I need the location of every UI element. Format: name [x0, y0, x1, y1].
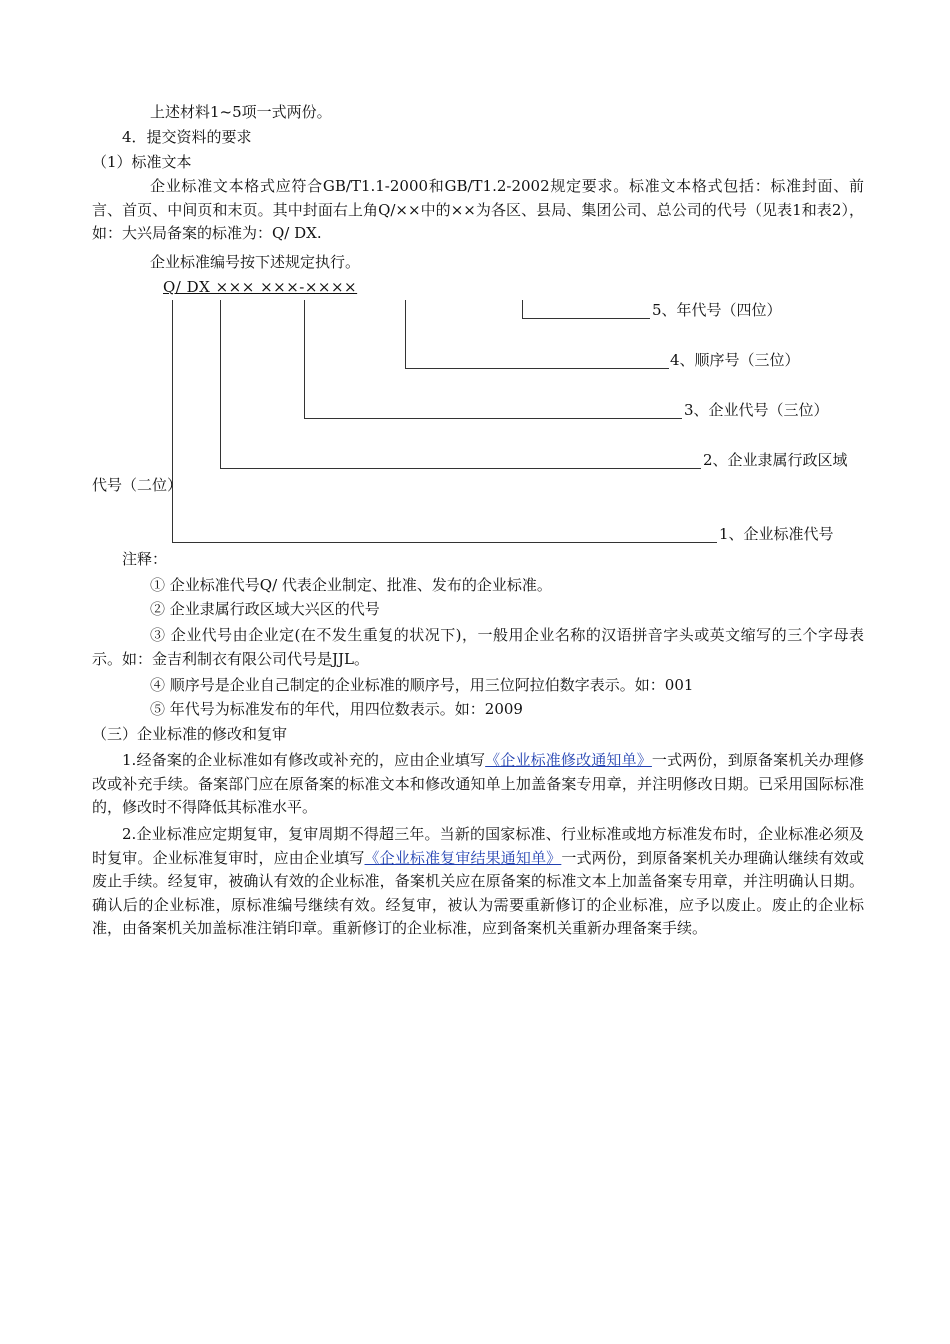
section-3-title: （三）企业标准的修改和复审 [92, 725, 288, 743]
revision-notice-link[interactable]: 《企业标准修改通知单》 [485, 751, 652, 769]
section-4-title: 4．提交资料的要求 [122, 128, 252, 146]
note-item: ⑤ 年代号为标准发布的年代，用四位数表示。如：2009 [150, 700, 523, 718]
connector-year-code [522, 300, 523, 318]
revision-text-before: 1.经备案的企业标准如有修改或补充的，应由企业填写 [122, 751, 486, 769]
review-result-notice-link[interactable]: 《企业标准复审结果通知单》 [364, 848, 562, 867]
revision-paragraph [92, 749, 864, 820]
review-paragraph [92, 823, 864, 941]
connector-region-code [220, 300, 221, 468]
label-year-code: 5、年代号（四位） [652, 301, 782, 319]
label-region-code-continued: 代号（二位） [92, 476, 183, 494]
note-item: ④ 顺序号是企业自己制定的企业标准的顺序号，用三位阿拉伯数字表示。如：001 [150, 676, 694, 694]
standard-text-paragraph: 企业标准文本格式应符合GB/T1.1-2000和GB/T1.2-2002规定要求。标准文本格式包括：标准封面、前言、首页、中间页和末页。其中封面右上角Q/××中的××为各区、县局、集团公司、总公司的代号（见表1和表2），如：大兴局备案的标准为：Q/ DX. [92, 177, 864, 242]
subsection-1-title: （1）标准文本 [92, 153, 192, 171]
leader-sequence-number [405, 368, 669, 369]
connector-standard-code [172, 300, 173, 542]
notes-title: 注释： [122, 550, 168, 568]
label-enterprise-code: 3、企业代号（三位） [684, 401, 829, 419]
connector-sequence-number [405, 300, 406, 368]
revision-text-after: 一式两份，到原备案机关办理修改或补充手续。备案部门应在原备案的标准文本和修改通知单上加盖备案专用章，并注明修改日期。已采用国际标准的，修改时不得降低其标准水平。 [92, 751, 864, 816]
leader-enterprise-code [304, 418, 682, 419]
leader-standard-code [172, 542, 717, 543]
label-standard-code: 1、企业标准代号 [719, 525, 834, 543]
review-text-after: 一式两份，到原备案机关办理确认继续有效或废止手续。经复审，被确认有效的企业标准，备案机关应在原备案的标准文本上加盖备案专用章，并注明确认日期。确认后的企业标准，原标准编号继续有效。经复审，被认为需要重新修订的企业标准，应予以废止。废止的企业标准，由备案机关加盖标准注销印章。重新修订的企业标准，应到备案机关重新办理备案手续。 [92, 848, 864, 937]
leader-year-code [522, 318, 650, 319]
connector-enterprise-code [304, 300, 305, 418]
numbering-intro: 企业标准编号按下述规定执行。 [150, 253, 361, 271]
note-item: ① 企业标准代号Q/ 代表企业制定、批准、发布的企业标准。 [150, 576, 552, 594]
label-sequence-number: 4、顺序号（三位） [670, 351, 800, 369]
review-text-before: 2.企业标准应定期复审，复审周期不得超三年。当新的国家标准、行业标准或地方标准发布时，企业标准必须及时复审。企业标准复审时，应由企业填写 [92, 825, 864, 867]
label-region-code: 2、企业隶属行政区域 [703, 451, 848, 469]
leader-region-code [220, 468, 701, 469]
standard-code: Q/ DX ××× ×××-×××× [163, 278, 358, 296]
materials-copies-line: 上述材料1~5项一式两份。 [150, 103, 332, 121]
note-item: ② 企业隶属行政区域大兴区的代号 [150, 600, 380, 618]
note-item: ③ 企业代号由企业定(在不发生重复的状况下)，一般用企业名称的汉语拼音字头或英文缩写的三个字母表示。如：金吉利制衣有限公司代号是JJL。 [92, 626, 864, 668]
